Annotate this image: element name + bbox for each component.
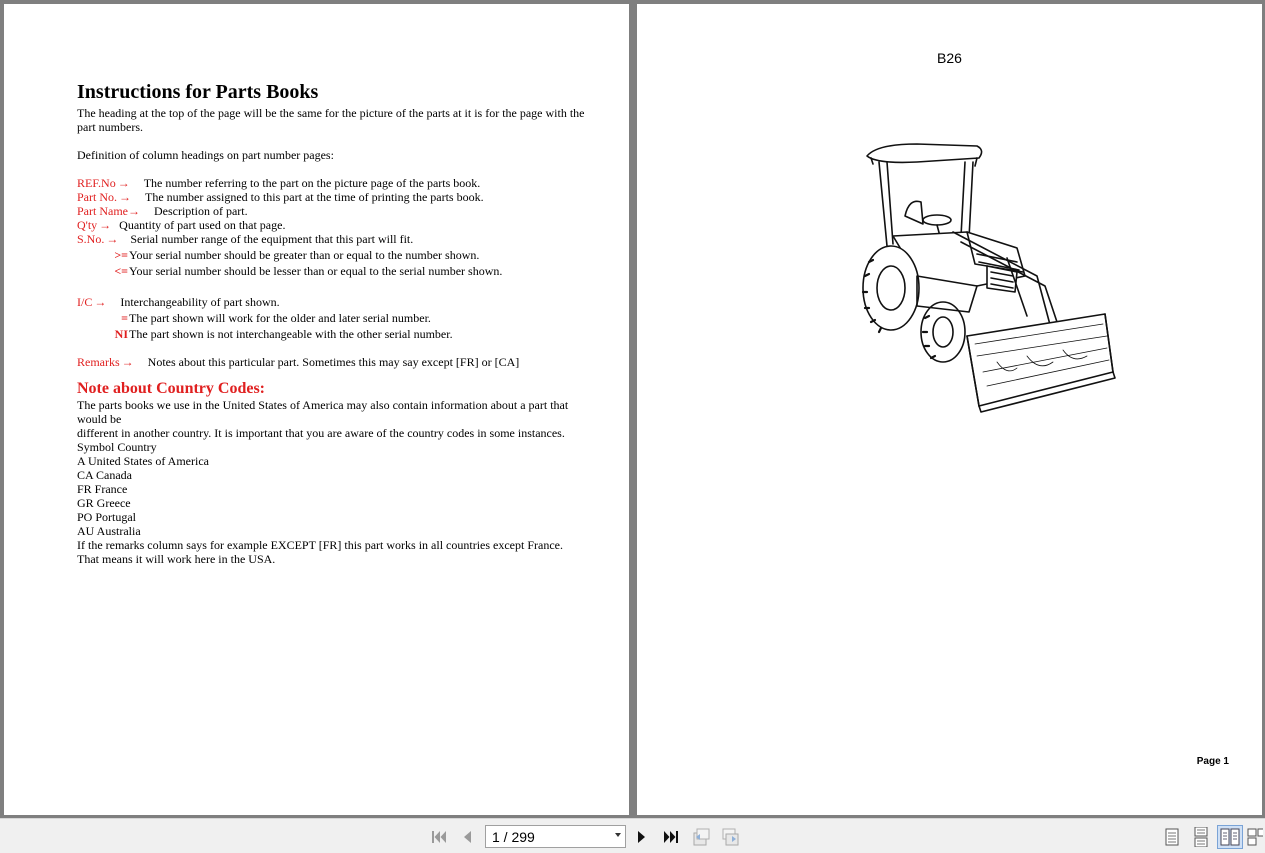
country-codes-text [77, 398, 587, 566]
arrow-icon: → [121, 355, 134, 369]
ic-key: I/C [77, 295, 93, 309]
next-view-button[interactable] [721, 827, 741, 847]
definition-row [77, 232, 587, 246]
arrow-icon: → [106, 232, 119, 246]
arrow-icon: → [127, 204, 140, 218]
arrow-icon: → [99, 218, 112, 232]
first-page-button[interactable] [429, 827, 449, 847]
two-page-view-icon [1220, 828, 1240, 846]
previous-page-icon [459, 828, 475, 846]
two-page-view-button[interactable] [1217, 825, 1243, 849]
instructions-text [77, 80, 587, 566]
definition-desc: The number referring to the part on the picture page of the parts book. [143, 176, 481, 190]
definition-heading: Definition of column headings on part number pages: [77, 148, 334, 162]
country-line: The parts books we use in the United States of America may also contain information about a part that would be [77, 398, 569, 426]
definition-row [77, 176, 587, 190]
previous-view-button[interactable] [691, 827, 711, 847]
previous-view-icon [691, 827, 711, 847]
serial-symbol: <= [114, 264, 128, 278]
serial-symbol: >= [114, 248, 128, 262]
ic-symbol: NI [114, 327, 128, 341]
remarks-key: Remarks [77, 355, 120, 369]
definition-key: Part Name [77, 204, 128, 218]
definition-row [77, 204, 587, 218]
definition-desc: Quantity of part used on that page. [119, 218, 286, 232]
page-title: Instructions for Parts Books [77, 81, 319, 103]
serial-note [77, 264, 587, 278]
single-page-view-icon [1164, 828, 1180, 846]
country-line: Symbol Country [77, 440, 157, 454]
continuous-view-button[interactable] [1188, 825, 1214, 849]
intro-paragraph: The heading at the top of the page will be the same for the picture of the parts at it is for the page with the part numbers. [77, 106, 585, 134]
chevron-down-icon[interactable] [615, 833, 621, 837]
remarks-row [77, 355, 587, 369]
arrow-icon: → [117, 176, 130, 190]
definitions-list [77, 176, 587, 369]
single-page-view-button[interactable] [1159, 825, 1185, 849]
next-view-icon [721, 827, 741, 847]
definition-desc: Serial number range of the equipment that this part will fit. [130, 232, 414, 246]
ic-note-text: The part shown will work for the older and later serial number. [129, 311, 431, 325]
ic-symbol: = [121, 311, 128, 325]
remarks-desc: Notes about this particular part. Sometimes this may say except [FR] or [CA] [147, 355, 520, 369]
ic-note-text: The part shown is not interchangeable with the other serial number. [129, 327, 453, 341]
definition-desc: The number assigned to this part at the time of printing the parts book. [145, 190, 484, 204]
last-page-icon [662, 828, 680, 846]
definition-row [77, 218, 587, 232]
country-line: AU Australia [77, 524, 141, 538]
country-codes-title: Note about Country Codes: [77, 380, 265, 397]
country-line: FR France [77, 482, 128, 496]
pdf-page-left [4, 4, 629, 815]
arrow-icon: → [119, 190, 131, 204]
country-line: GR Greece [77, 496, 131, 510]
previous-page-button[interactable] [457, 827, 477, 847]
two-page-continuous-view-icon [1247, 828, 1263, 846]
ic-note [77, 311, 587, 325]
definition-desc: Description of part. [153, 204, 248, 218]
last-page-button[interactable] [661, 827, 681, 847]
definition-key: Part No. [77, 190, 117, 204]
country-line: PO Portugal [77, 510, 137, 524]
ic-desc: Interchangeability of part shown. [120, 295, 280, 309]
country-line: CA Canada [77, 468, 132, 482]
serial-note [77, 248, 587, 262]
ic-row [77, 295, 587, 309]
next-page-button[interactable] [632, 827, 652, 847]
definition-key: Q'ty [77, 218, 98, 232]
page-number-input[interactable] [485, 825, 626, 848]
serial-note-text: Your serial number should be greater than or equal to the number shown. [129, 248, 480, 262]
continuous-view-icon [1193, 827, 1209, 847]
definition-key: S.No. [77, 232, 105, 246]
arrow-icon: → [94, 295, 107, 309]
page-number-label: Page 1 [1196, 756, 1229, 767]
two-page-continuous-view-button[interactable] [1247, 825, 1265, 849]
tractor-illustration [857, 136, 1117, 426]
country-line: different in another country. It is important that you are aware of the country codes in some instances. [77, 426, 565, 440]
page-indicator-text: 1 / 299 [492, 828, 535, 845]
first-page-icon [430, 828, 448, 846]
country-line: If the remarks column says for example EXCEPT [FR] this part works in all countries except France. [77, 538, 563, 552]
pdf-page-right [637, 4, 1262, 815]
ic-note [77, 327, 587, 341]
next-page-icon [634, 828, 650, 846]
definition-key: REF.No [77, 176, 116, 190]
navigation-toolbar [0, 818, 1265, 853]
definition-row [77, 190, 587, 204]
country-line: That means it will work here in the USA. [77, 552, 276, 566]
country-line: A United States of America [77, 454, 209, 468]
model-header: B26 [937, 50, 962, 66]
serial-note-text: Your serial number should be lesser than or equal to the serial number shown. [129, 264, 503, 278]
